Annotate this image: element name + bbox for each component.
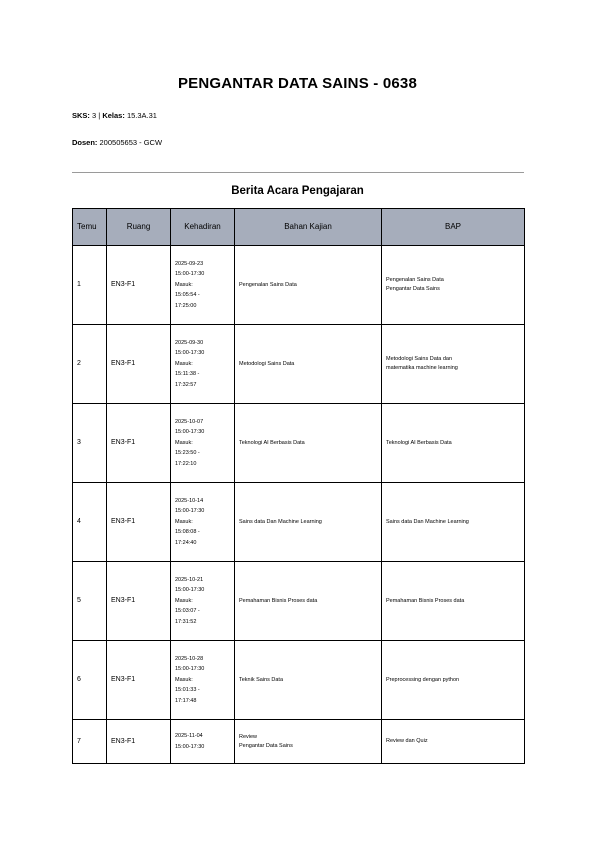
col-header-kehadiran: Kehadiran (171, 209, 235, 246)
bahan-line: Teknologi AI Berbasis Data (239, 439, 305, 446)
sks-value: 3 (92, 111, 97, 120)
kehadiran-line: 15:00-17:30 (175, 587, 205, 594)
table-row (73, 246, 525, 325)
kehadiran-line: 17:22:10 (175, 460, 197, 467)
kehadiran-line: 15:00-17:30 (175, 429, 205, 436)
bap-table (72, 208, 525, 764)
table-row (73, 720, 525, 764)
kehadiran-line: 15:11:38 - (175, 371, 200, 378)
kehadiran-line: 15:00-17:30 (175, 350, 205, 357)
kehadiran-line: 2025-10-28 (175, 655, 204, 662)
bap-line: Preprocessing dengan python (386, 676, 460, 683)
cell-bahan-kajian (235, 325, 382, 404)
dosen-label: Dosen: (72, 138, 98, 147)
cell-ruang: EN3-F1 (107, 483, 171, 562)
kehadiran-line: 2025-09-23 (175, 260, 204, 267)
kehadiran-line: Masuk: (175, 281, 193, 288)
kehadiran-line: Masuk: (175, 676, 193, 683)
bahan-line: Teknik Sains Data (239, 676, 284, 683)
lecturer-meta (72, 138, 162, 147)
cell-kehadiran (171, 641, 235, 720)
cell-kehadiran (171, 246, 235, 325)
cell-kehadiran (171, 720, 235, 764)
cell-bahan-kajian (235, 641, 382, 720)
table-row (73, 562, 525, 641)
cell-kehadiran (171, 325, 235, 404)
cell-kehadiran (171, 404, 235, 483)
kehadiran-line: 2025-10-21 (175, 576, 204, 583)
kehadiran-line: 2025-10-07 (175, 418, 204, 425)
cell-bap (382, 562, 525, 641)
cell-bahan-kajian (235, 404, 382, 483)
cell-bap (382, 483, 525, 562)
cell-ruang: EN3-F1 (107, 246, 171, 325)
col-header-bahan-kajian: Bahan Kajian (235, 209, 382, 246)
bap-line: Review dan Quiz (386, 738, 428, 744)
table-row (73, 404, 525, 483)
cell-bahan-kajian (235, 246, 382, 325)
table-row (73, 483, 525, 562)
cell-temu: 1 (73, 246, 107, 325)
sks-label: SKS: (72, 111, 90, 120)
cell-bahan-kajian (235, 720, 382, 764)
course-meta (72, 111, 157, 120)
kehadiran-line: 17:25:00 (175, 302, 197, 309)
cell-ruang: EN3-F1 (107, 325, 171, 404)
cell-bahan-kajian (235, 483, 382, 562)
col-header-ruang: Ruang (107, 209, 171, 246)
separator: | (98, 111, 101, 120)
cell-kehadiran (171, 483, 235, 562)
cell-temu: 5 (73, 562, 107, 641)
cell-ruang: EN3-F1 (107, 720, 171, 764)
cell-ruang: EN3-F1 (107, 404, 171, 483)
bahan-line: Review (239, 733, 258, 740)
cell-bap (382, 641, 525, 720)
kehadiran-line: 15:03:07 - (175, 608, 200, 615)
kehadiran-line: 15:23:50 - (175, 450, 200, 457)
kehadiran-line: 15:00-17:30 (175, 743, 205, 750)
page-title: PENGANTAR DATA SAINS - 0638 (177, 75, 418, 92)
cell-bahan-kajian (235, 562, 382, 641)
table-row (73, 325, 525, 404)
table-body (73, 246, 525, 764)
bap-line: Sains data Dan Machine Learning (386, 518, 469, 525)
table-row (73, 641, 525, 720)
cell-kehadiran (171, 562, 235, 641)
kehadiran-line: Masuk: (175, 439, 193, 446)
dosen-value: 200505653 - GCW (99, 138, 163, 147)
cell-ruang: EN3-F1 (107, 562, 171, 641)
kehadiran-line: Masuk: (175, 518, 193, 525)
bap-line: Pengantar Data Sains (386, 286, 440, 292)
section-title: Berita Acara Pengajaran (231, 185, 364, 197)
bap-line: Teknologi AI Berbasis Data (386, 439, 452, 446)
kehadiran-line: 15:05:54 - (175, 292, 200, 299)
cell-temu: 4 (73, 483, 107, 562)
kehadiran-line: Masuk: (175, 360, 193, 367)
kehadiran-line: 2025-11-04 (175, 733, 203, 739)
cell-bap (382, 325, 525, 404)
table-header-row (73, 209, 525, 246)
kehadiran-line: 17:31:52 (175, 618, 197, 625)
cell-temu: 2 (73, 325, 107, 404)
cell-temu: 6 (73, 641, 107, 720)
bap-line: Pemahaman Bisnis Proses data (386, 597, 465, 604)
bap-line: matematika machine learning (386, 365, 458, 371)
cell-ruang: EN3-F1 (107, 641, 171, 720)
col-header-bap: BAP (382, 209, 525, 246)
kehadiran-line: 17:32:57 (175, 381, 197, 388)
bap-line: Metodologi Sains Data dan (386, 356, 453, 362)
cell-bap (382, 720, 525, 764)
divider (72, 172, 524, 173)
kelas-value: 15.3A.31 (126, 111, 157, 120)
kehadiran-line: 2025-09-30 (175, 339, 204, 346)
bap-line: Pengenalan Sains Data (386, 277, 444, 283)
kehadiran-line: 15:01:33 - (175, 687, 200, 694)
kehadiran-line: 2025-10-14 (175, 497, 204, 504)
kehadiran-line: 15:00-17:30 (175, 271, 205, 278)
kehadiran-line: 17:24:40 (175, 539, 197, 546)
bahan-line: Sains data Dan Machine Learning (239, 518, 322, 525)
bahan-line: Metodologi Sains Data (239, 360, 295, 367)
kehadiran-line: 17:17:48 (175, 697, 197, 704)
col-header-temu: Temu (73, 209, 107, 246)
kelas-label: Kelas: (102, 111, 125, 120)
bahan-line: Pengantar Data Sains (239, 742, 293, 749)
kehadiran-line: 15:08:08 - (175, 529, 200, 536)
bahan-line: Pengenalan Sains Data (239, 281, 297, 288)
cell-bap (382, 246, 525, 325)
kehadiran-line: Masuk: (175, 597, 193, 604)
kehadiran-line: 15:00-17:30 (175, 666, 205, 673)
cell-temu: 7 (73, 720, 107, 764)
kehadiran-line: 15:00-17:30 (175, 508, 205, 515)
bahan-line: Pemahaman Bisnis Proses data (239, 597, 318, 604)
cell-bap (382, 404, 525, 483)
cell-temu: 3 (73, 404, 107, 483)
